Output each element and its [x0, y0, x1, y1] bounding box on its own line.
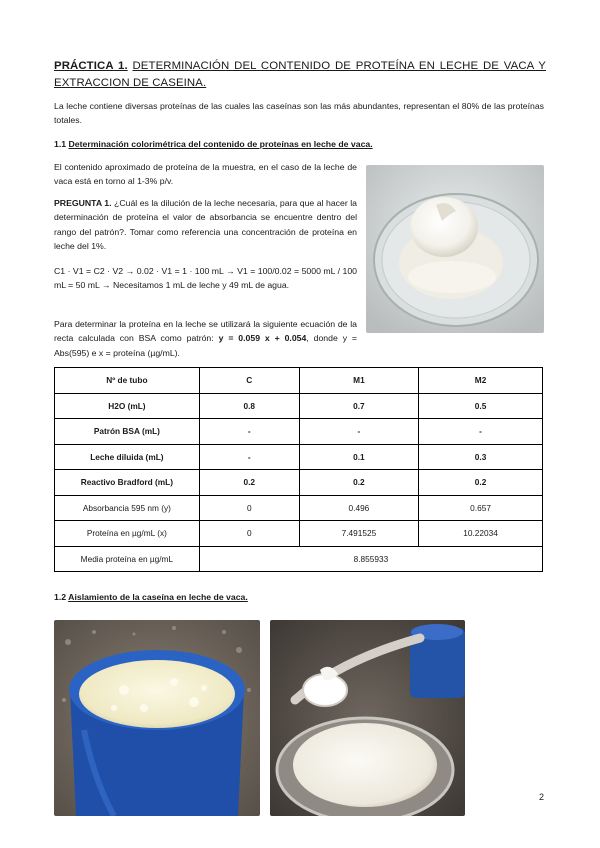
table-row: [55, 419, 543, 445]
table-cell: 0.2: [199, 470, 299, 496]
dilution-calculation: C1 · V1 = C2 · V2 → 0.02 · V1 = 1 · 100 mL → V1 = 100/0.02 = 5000 mL / 100 mL = 50 mL → Necesitamos 1 mL de leche y 49 mL de agua.: [54, 266, 357, 291]
petri-dish-photo: [366, 165, 544, 333]
table-cell: 0.1: [299, 444, 418, 470]
table-cell: 0: [199, 495, 299, 521]
table-cell: 0.8: [199, 393, 299, 419]
table-row: [55, 521, 543, 547]
section-2-heading: [54, 592, 248, 602]
row-label: Patrón BSA (mL): [55, 419, 200, 445]
table-row: [55, 470, 543, 496]
table-cell: 0: [199, 521, 299, 547]
table-header-row: [55, 368, 543, 394]
table-cell: 0.2: [299, 470, 418, 496]
table-cell: 0.7: [299, 393, 418, 419]
table-cell: 0.657: [419, 495, 543, 521]
section-2-title: Aislamiento de la caseína en leche de vaca.: [68, 592, 248, 602]
table-cell: -: [199, 444, 299, 470]
row-label: Reactivo Bradford (mL): [55, 470, 200, 496]
calibration-equation: y = 0.059 x + 0.054: [218, 333, 307, 344]
table-header-cell: C: [199, 368, 299, 394]
mean-value: 8.855933: [199, 546, 542, 572]
bradford-assay-table: [54, 367, 543, 572]
equation-variables: , donde y = Abs(595) e x = proteína (µg/mL).: [54, 333, 358, 358]
table-header-cell: M2: [419, 368, 543, 394]
table-header-cell: M1: [299, 368, 418, 394]
table-cell: 7.491525: [299, 521, 418, 547]
question-1-paragraph: [54, 196, 357, 253]
blue-mug-photo: [54, 620, 260, 816]
page-number: 2: [539, 792, 545, 802]
table-cell: -: [199, 419, 299, 445]
mean-label: Media proteína en µg/mL: [55, 546, 200, 572]
table-cell: -: [299, 419, 418, 445]
question-1-label: PREGUNTA 1.: [54, 198, 112, 208]
table-cell: 0.2: [419, 470, 543, 496]
table-row: [55, 495, 543, 521]
table-cell: -: [419, 419, 543, 445]
row-label: Leche diluida (mL): [55, 444, 200, 470]
intro-paragraph: La leche contiene diversas proteínas de las cuales las caseínas son las más abundantes, representan el 80% de las proteínas totales.: [54, 101, 544, 126]
row-label: Absorbancia 595 nm (y): [55, 495, 200, 521]
table-mean-row: [55, 546, 543, 572]
section-2-number: 1.2: [54, 592, 67, 602]
question-1-text: ¿Cuál es la dilución de la leche necesaria, para que al hacer la determinación de proteína el valor de absorbancia se encuentre dentro del rango del patrón?. Tomar como referencia una concentración de proteína en leche del 1%.: [54, 198, 357, 251]
table-header-cell: Nº de tubo: [55, 368, 200, 394]
equation-intro: Para determinar la proteína en la leche se utilizará la siguiente ecuación de la recta calculada con BSA como patrón:: [54, 319, 357, 344]
table-cell: 0.496: [299, 495, 418, 521]
casein-sieve-photo: [270, 620, 465, 816]
table-row: [55, 393, 543, 419]
practice-title-text: DETERMINACIÓN DEL CONTENIDO DE PROTEÍNA EN LECHE DE VACA Y EXTRACCION DE CASEINA.: [54, 60, 546, 89]
section-1-heading: [54, 139, 373, 149]
table-cell: 0.5: [419, 393, 543, 419]
table-row: [55, 444, 543, 470]
practice-label: PRÁCTICA 1.: [54, 60, 128, 72]
row-label: Proteína en µg/mL (x): [55, 521, 200, 547]
table-cell: 10.22034: [419, 521, 543, 547]
protein-content-paragraph: El contenido aproximado de proteína de la muestra, en el caso de la leche de vaca está en torno al 1-3% p/v.: [54, 162, 357, 187]
document-title: [54, 58, 546, 92]
equation-paragraph: [54, 317, 357, 360]
row-label: H2O (mL): [55, 393, 200, 419]
section-1-title: Determinación colorimétrica del contenido de proteínas en leche de vaca.: [68, 139, 373, 149]
table-cell: 0.3: [419, 444, 543, 470]
section-1-number: 1.1: [54, 139, 67, 149]
